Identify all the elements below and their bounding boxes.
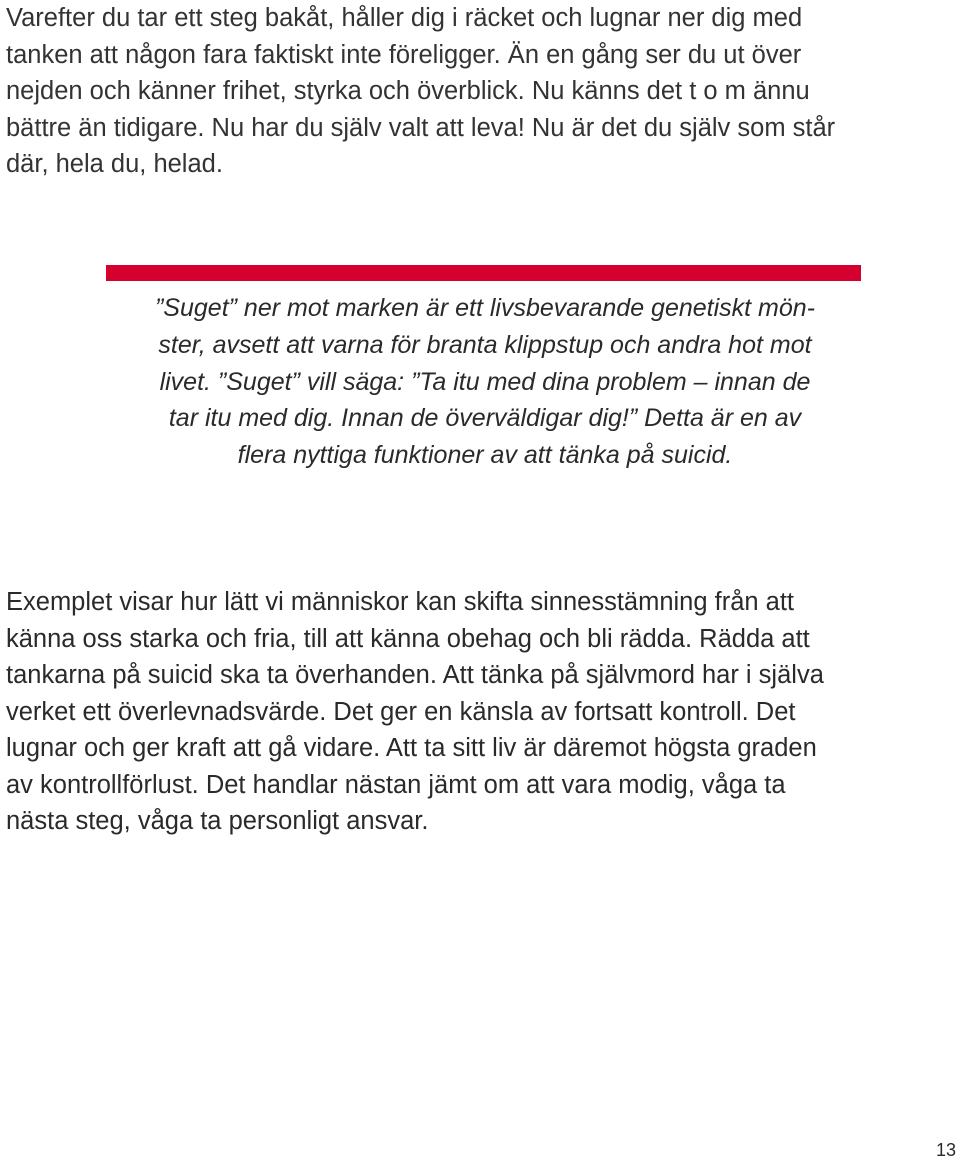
pull-quote-line: ster, avsett att varna för branta klippstup och andra hot mot (158, 330, 812, 359)
pull-quote-line: tar itu med dig. Innan de överväldigar dig!” Detta är en av (168, 404, 802, 433)
body-line: nästa steg, våga ta personligt ansvar. (6, 807, 429, 835)
body-line: tankarna på suicid ska ta överhanden. Att tänka på självmord har i själva (6, 661, 824, 689)
pull-quote-line: ”Suget” ner mot marken är ett livsbevarande genetiskt mön- (154, 294, 816, 322)
page-number: 13 (935, 1140, 956, 1160)
body-line: Exemplet visar hur lätt vi människor kan skifta sinnesstämning från att (6, 588, 794, 616)
body-line: känna oss starka och fria, till att känna obehag och bli rädda. Rädda att (6, 624, 810, 653)
pull-quote-line: livet. ”Suget” vill säga: ”Ta itu med dina problem – innan de (159, 367, 811, 396)
pull-quote-line: flera nyttiga funktioner av att tänka på suicid. (237, 441, 733, 470)
pull-quote (100, 290, 870, 474)
intro-line: Varefter du tar ett steg bakåt, håller dig i räcket och lugnar ner dig med (6, 4, 803, 32)
intro-paragraph (6, 0, 835, 183)
pull-quote-accent-bar (106, 265, 861, 281)
intro-line: där, hela du, helad. (6, 150, 223, 178)
body-paragraph (6, 584, 824, 840)
intro-line: nejden och känner frihet, styrka och överblick. Nu känns det t o m ännu (6, 77, 810, 105)
intro-line: bättre än tidigare. Nu har du själv valt att leva! Nu är det du själv som står (6, 113, 836, 142)
intro-line: tanken att någon fara faktiskt inte föreligger. Än en gång ser du ut över (6, 40, 802, 69)
body-line: verket ett överlevnadsvärde. Det ger en känsla av fortsatt kontroll. Det (6, 697, 796, 726)
body-line: av kontrollförlust. Det handlar nästan jämt om att vara modig, våga ta (6, 770, 786, 799)
body-line: lugnar och ger kraft att gå vidare. Att ta sitt liv är däremot högsta graden (6, 734, 817, 762)
